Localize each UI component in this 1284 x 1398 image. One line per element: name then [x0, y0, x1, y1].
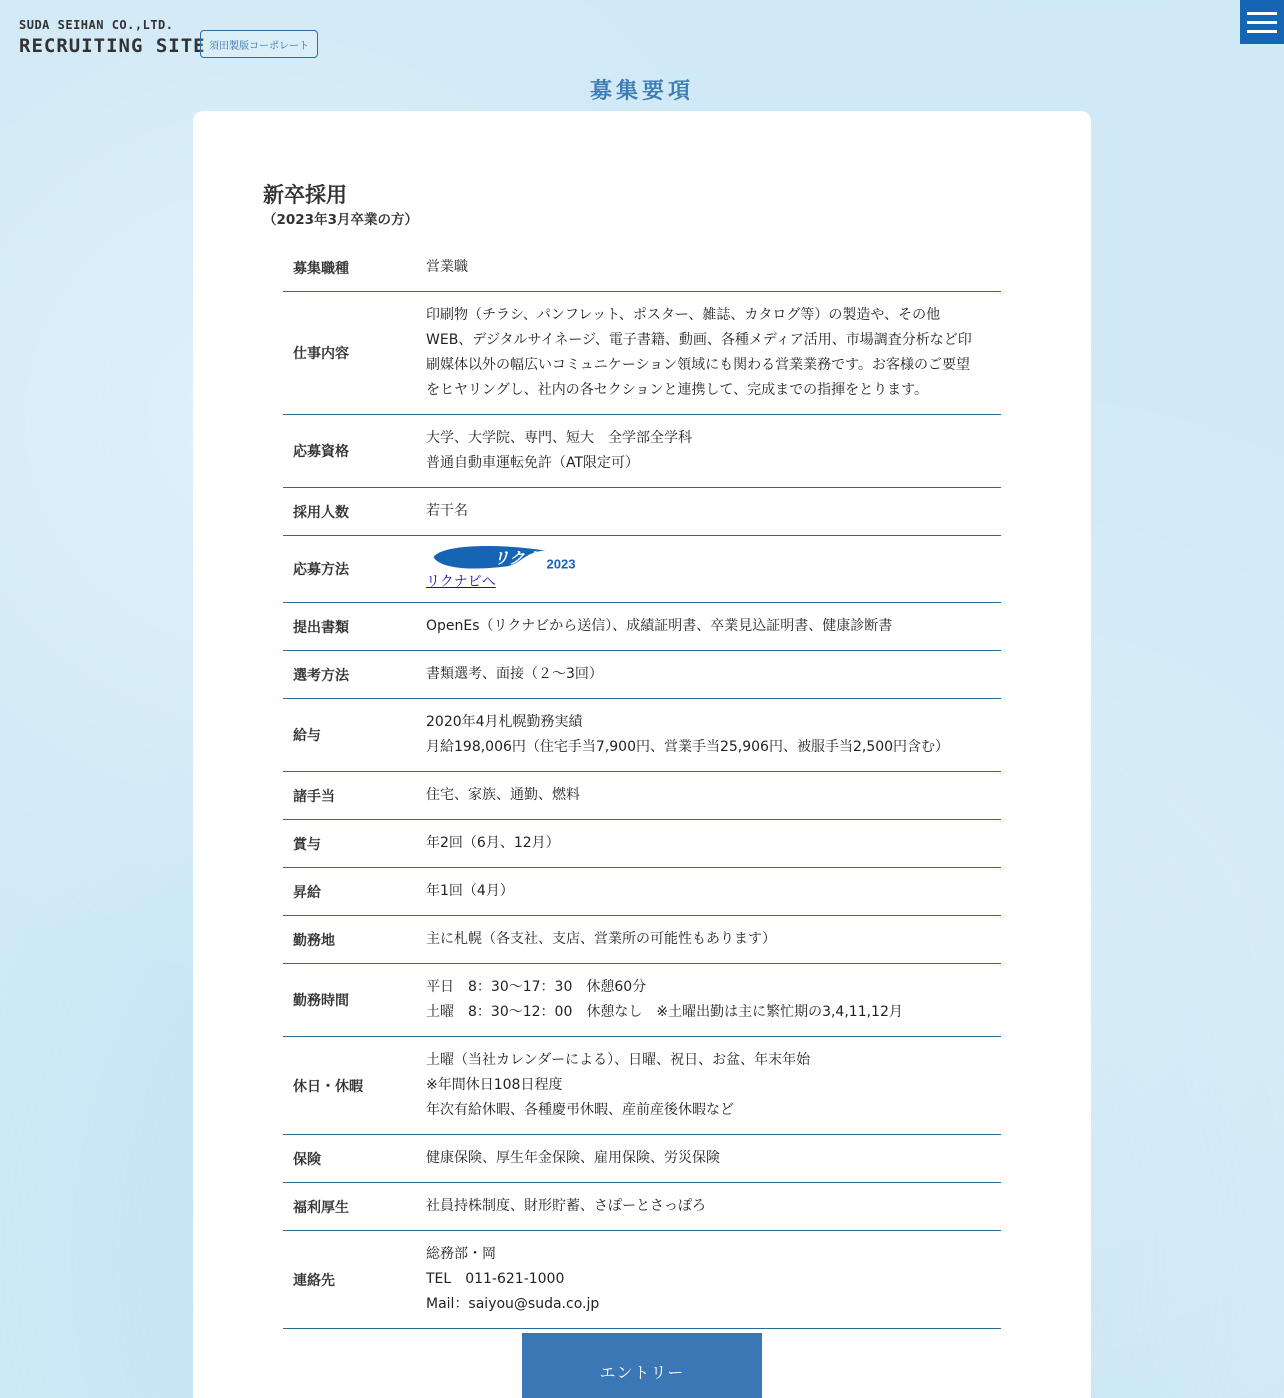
row-value	[426, 536, 1001, 602]
value-line: 刷媒体以外の幅広いコミュニケーション領域にも関わる営業業務です。お客様のご要望	[426, 357, 971, 373]
row-value	[426, 699, 1001, 771]
value-line: 健康保険、厚生年金保険、雇用保険、労災保険	[426, 1150, 720, 1166]
row-value	[426, 1135, 1001, 1182]
row-label: 採用人数	[293, 504, 349, 521]
row-label: 諸手当	[293, 788, 335, 805]
value-line: OpenEs（リクナビから送信）、成績証明書、卒業見込証明書、健康診断書	[426, 618, 893, 634]
row-value	[426, 1183, 1001, 1230]
value-line: ※年間休日108日程度	[426, 1077, 563, 1093]
row-label: 福利厚生	[293, 1199, 349, 1216]
value-line: 年2回（6月、12月）	[426, 835, 560, 851]
value-line: Mail：saiyou@suda.co.jp	[426, 1296, 600, 1312]
row-label: 昇給	[293, 884, 321, 901]
row-label: 仕事内容	[293, 346, 349, 362]
value-line: 大学、大学院、専門、短大 全学部全学科	[426, 430, 692, 446]
site-logo[interactable]	[19, 18, 206, 59]
requirements-table	[283, 244, 1001, 1329]
table-row	[283, 292, 1001, 415]
page-title: 募集要項	[589, 79, 694, 104]
menu-bar	[1247, 30, 1277, 33]
rikunabi-logo-text: リクナビ	[493, 550, 557, 568]
table-row	[283, 699, 1001, 772]
value-line: をヒヤリングし、社内の各セクションと連携して、完成までの指揮をとります。	[426, 382, 929, 398]
row-value	[426, 292, 1001, 414]
rikunabi-logo[interactable]	[426, 544, 1001, 572]
value-line: 主に札幌（各支社、支店、営業所の可能性もあります）	[426, 931, 776, 947]
table-row	[283, 415, 1001, 488]
row-value	[426, 603, 1001, 650]
value-line: 土曜 8：30〜12：00 休憩なし ※土曜出勤は主に繁忙期の3,4,11,12月	[426, 1004, 903, 1020]
value-line: 住宅、家族、通勤、燃料	[426, 787, 580, 803]
value-line: WEB、デジタルサイネージ、電子書籍、動画、各種メディア活用、市場調査分析など印	[426, 332, 972, 348]
hamburger-menu-icon[interactable]	[1240, 0, 1284, 44]
value-line: 年次有給休暇、各種慶弔休暇、産前産後休暇など	[426, 1102, 734, 1118]
table-row	[283, 1135, 1001, 1183]
row-value	[426, 868, 1001, 915]
table-row	[283, 1231, 1001, 1329]
row-value	[426, 415, 1001, 487]
table-row	[283, 964, 1001, 1037]
table-row	[283, 868, 1001, 916]
content-card	[193, 111, 1091, 1398]
table-row	[283, 1037, 1001, 1135]
value-line: 年1回（4月）	[426, 883, 514, 899]
row-label: 提出書類	[293, 619, 349, 636]
table-row	[283, 1183, 1001, 1231]
row-value	[426, 916, 1001, 963]
value-line: 2020年4月札幌勤務実績	[426, 714, 583, 730]
section-title: 新卒採用	[263, 183, 347, 207]
row-label: 連絡先	[293, 1272, 335, 1289]
row-value	[426, 651, 1001, 698]
menu-bar	[1247, 21, 1277, 24]
row-label: 休日・休暇	[293, 1078, 363, 1095]
row-value	[426, 244, 1001, 291]
rikunabi-link[interactable]: リクナビへ	[426, 574, 496, 590]
row-label: 給与	[293, 728, 321, 744]
row-label: 勤務時間	[293, 993, 349, 1009]
row-value	[426, 772, 1001, 819]
value-line: 平日 8：30〜17：30 休憩60分	[426, 979, 647, 995]
value-line: 普通自動車運転免許（AT限定可）	[426, 455, 640, 471]
row-value	[426, 1037, 1001, 1134]
section-subtitle: （2023年3月卒業の方）	[263, 212, 418, 228]
entry-button[interactable]: エントリー	[522, 1333, 762, 1398]
value-line: 社員持株制度、財形貯蓄、さぽーとさっぽろ	[426, 1198, 706, 1214]
table-row	[283, 820, 1001, 868]
value-line: 土曜（当社カレンダーによる）、日曜、祝日、お盆、年末年始	[426, 1052, 811, 1068]
row-label: 応募資格	[293, 444, 349, 460]
rikunabi-logo-year: 2023	[546, 556, 576, 572]
row-value	[426, 964, 1001, 1036]
value-line: TEL 011-621-1000	[426, 1271, 565, 1287]
row-label: 募集職種	[293, 260, 349, 277]
value-line: 総務部・岡	[426, 1246, 496, 1262]
value-line: 書類選考、面接（２〜3回）	[426, 666, 603, 682]
table-row	[283, 244, 1001, 292]
value-line: 印刷物（チラシ、パンフレット、ポスター、雑誌、カタログ等）の製造や、その他	[426, 307, 941, 323]
logo-site-name: RECRUITING SITE	[19, 35, 206, 57]
row-label: 保険	[293, 1151, 321, 1168]
table-row	[283, 772, 1001, 820]
table-row	[283, 536, 1001, 603]
table-row	[283, 603, 1001, 651]
value-line: 月給198,006円（住宅手当7,900円、営業手当25,906円、被服手当2,500円含む）	[426, 739, 950, 755]
value-line: 若干名	[426, 503, 468, 519]
value-line: 営業職	[426, 259, 468, 275]
menu-bar	[1247, 12, 1277, 15]
table-row	[283, 651, 1001, 699]
row-label: 応募方法	[293, 562, 349, 578]
row-label: 勤務地	[293, 932, 335, 949]
row-label: 選考方法	[293, 667, 349, 684]
row-value	[426, 488, 1001, 535]
table-row	[283, 916, 1001, 964]
row-label: 賞与	[293, 836, 321, 853]
row-value	[426, 820, 1001, 867]
corporate-site-link[interactable]: 須田製版コーポレート	[200, 30, 318, 58]
logo-company-name: SUDA SEIHAN CO.,LTD.	[19, 18, 174, 32]
table-row	[283, 488, 1001, 536]
row-value	[426, 1231, 1001, 1328]
